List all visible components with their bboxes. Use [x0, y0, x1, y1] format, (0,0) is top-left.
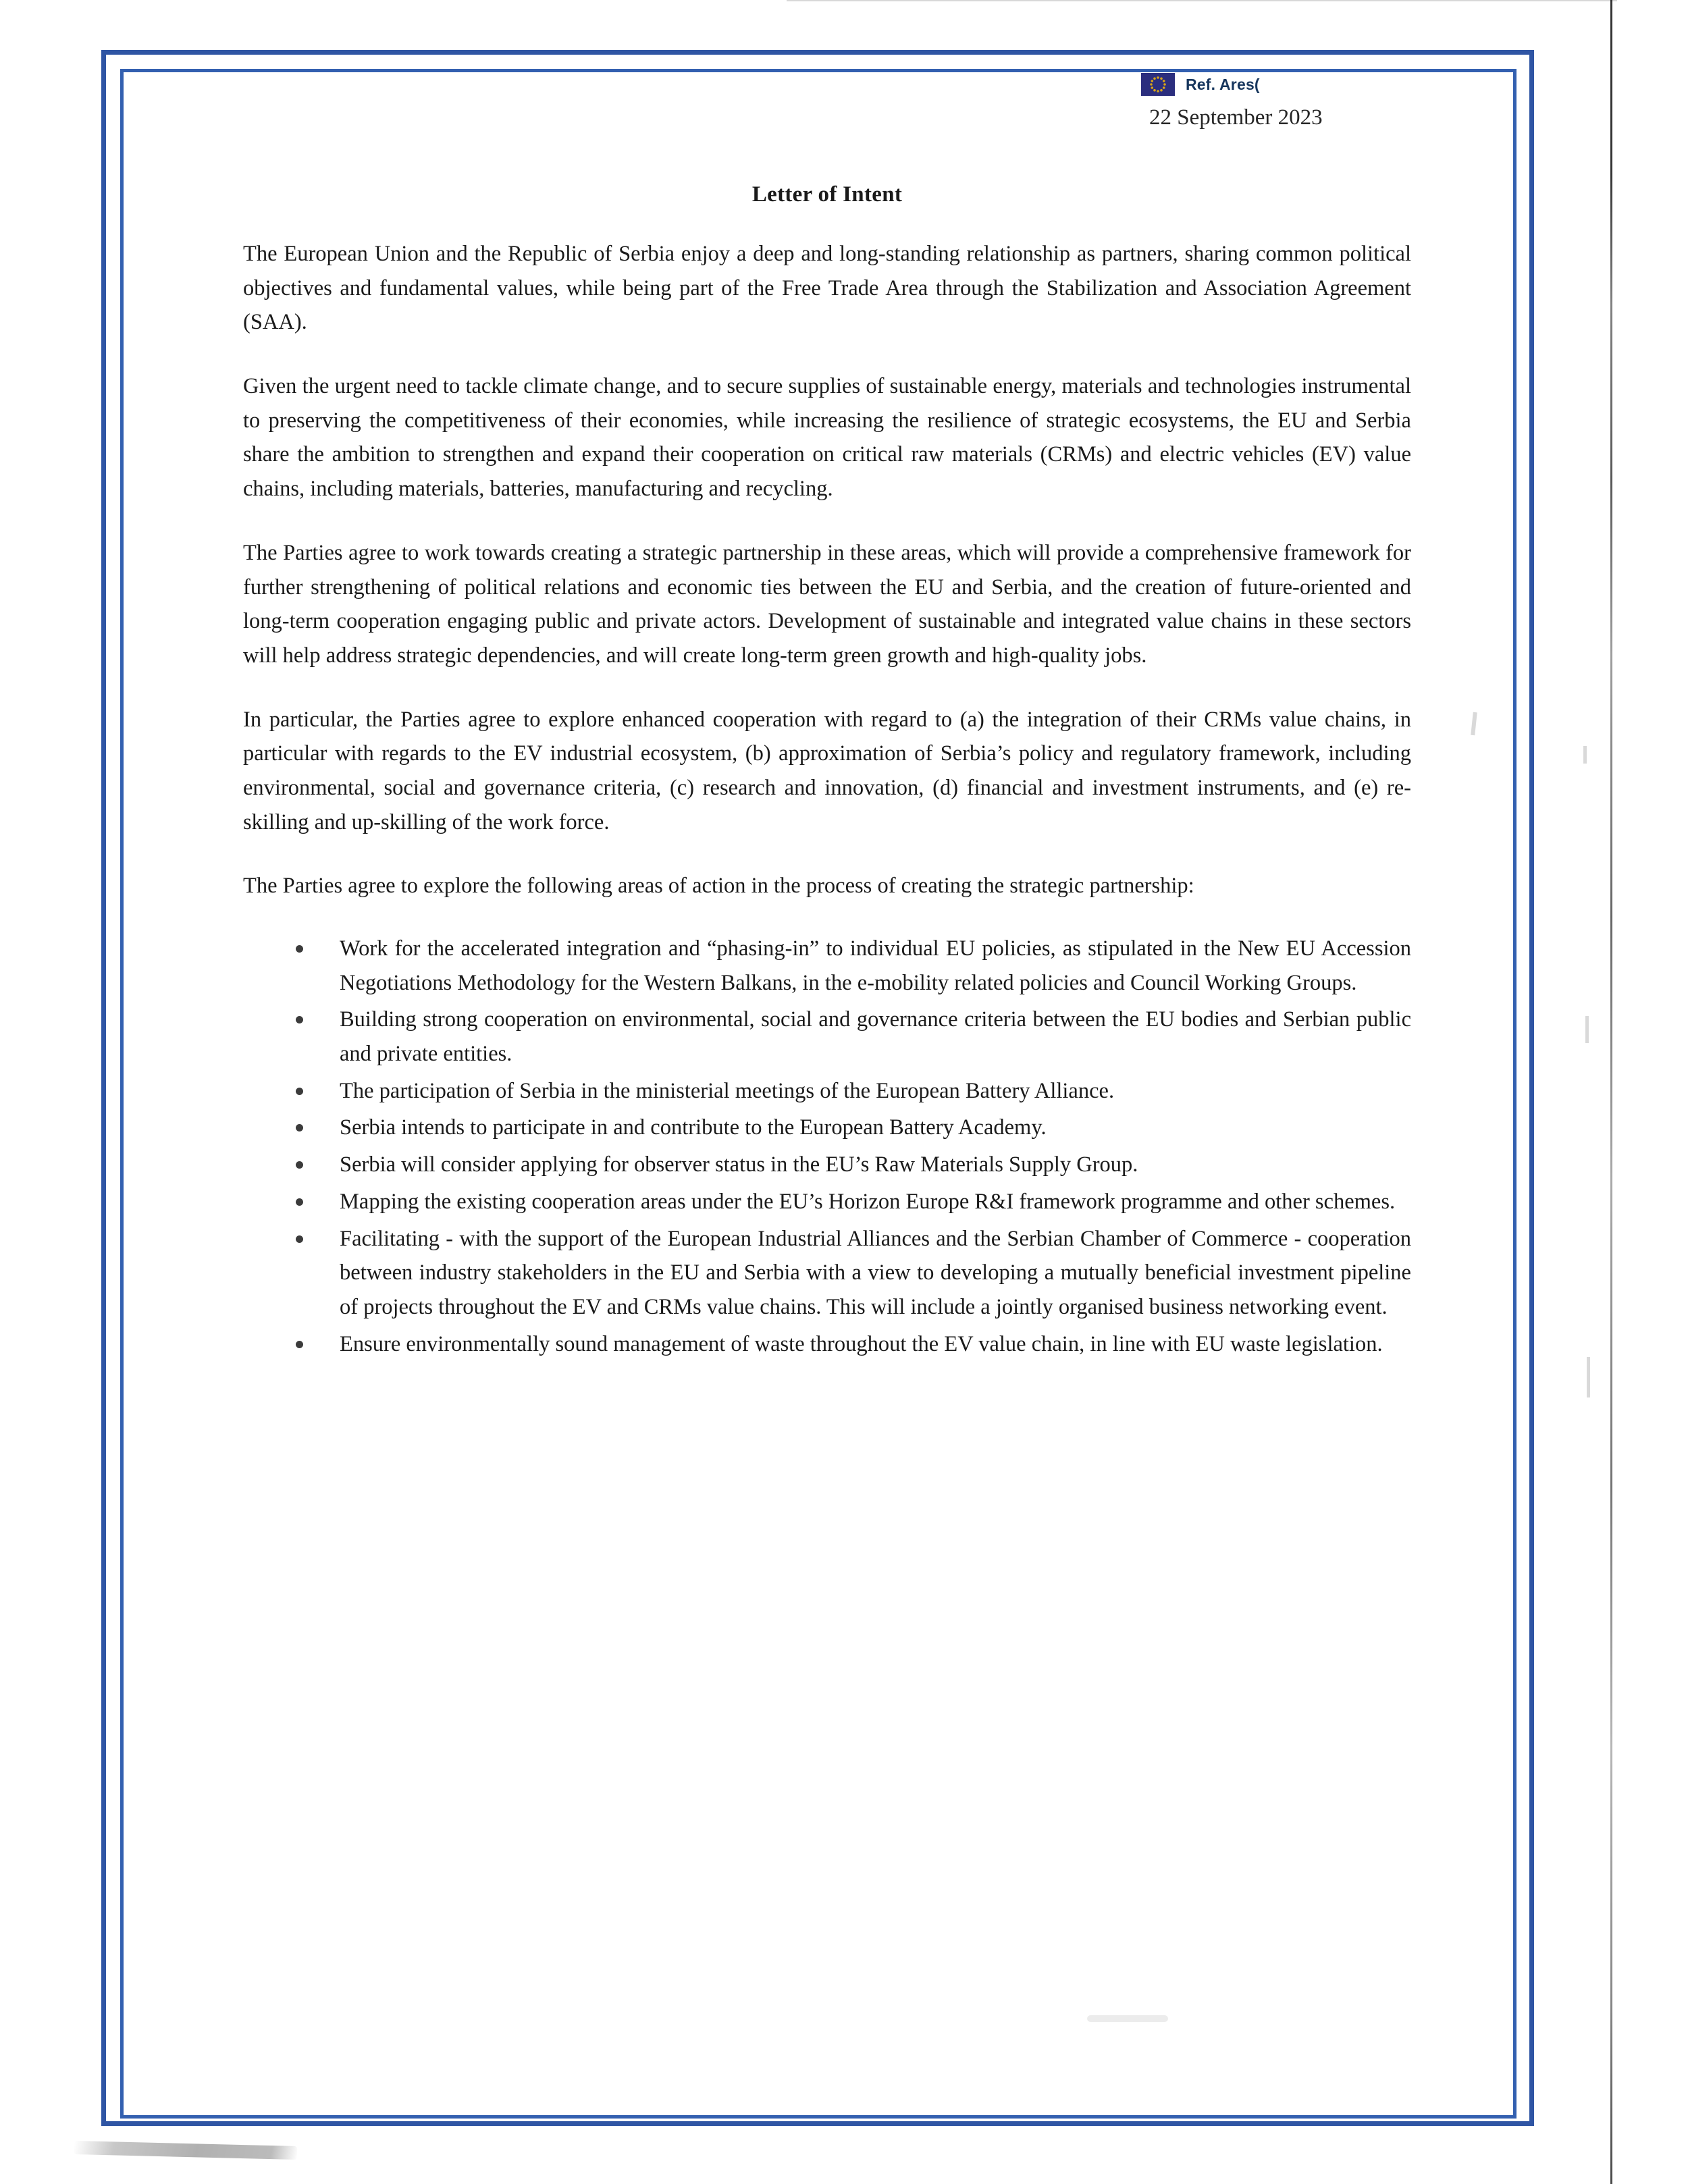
bullet-icon: [296, 1016, 303, 1023]
scan-top-edge-artifact: [787, 0, 1617, 1]
list-item: [243, 932, 1411, 1000]
ares-reference-text: Ref. Ares(: [1186, 75, 1260, 93]
document-header: [1141, 72, 1546, 130]
bullet-icon: [296, 1088, 303, 1095]
eu-flag-icon: [1141, 73, 1175, 96]
scan-smudge-artifact: [74, 2141, 297, 2160]
document-body: [243, 182, 1411, 1364]
list-item: [243, 1185, 1411, 1219]
list-item-text: Serbia intends to participate in and contribute to the European Battery Academy.: [340, 1115, 1047, 1140]
bullet-icon: [296, 1235, 303, 1243]
list-item: [243, 1327, 1411, 1362]
bullet-icon: [296, 1198, 303, 1206]
paragraph-1: The European Union and the Republic of Serbia enjoy a deep and long-standing relationship as partners, sharing common political objectives and fundamental values, while being part of the Free Trade Area through the Stabilization and Association Agreement (SAA).: [243, 242, 1411, 335]
list-item: [243, 1148, 1411, 1182]
list-item-text: The participation of Serbia in the ministerial meetings of the European Battery Alliance.: [340, 1078, 1115, 1103]
document-date: 22 September 2023: [1149, 105, 1323, 130]
paragraph-4: In particular, the Parties agree to explore enhanced cooperation with regard to (a) the integration of their CRMs value chains, in particular with regards to the EV industrial ecosystem, (b) approximation of Serbia’s policy and regulatory framework, including environmental, social and governance criteria, (c) research and innovation, (d) financial and investment instruments, and (e) re-skilling and up-skilling of the work force.: [243, 707, 1411, 834]
scan-speck: [1585, 1016, 1589, 1043]
list-item: [243, 1074, 1411, 1109]
bullet-icon: [296, 945, 303, 953]
list-item: [243, 1222, 1411, 1325]
bullet-icon: [296, 1341, 303, 1348]
scan-speck: [1587, 1357, 1590, 1397]
bullet-icon: [296, 1124, 303, 1131]
list-item: [243, 1111, 1411, 1145]
list-item-text: Work for the accelerated integration and “phasing-in” to individual EU policies, as stipulated in the New EU Accession Negotiations Methodology for the Western Balkans, in the e-mobility related policies and Council Working Groups.: [340, 936, 1411, 995]
list-item-text: Mapping the existing cooperation areas under the EU’s Horizon Europe R&I framework programme and other schemes.: [340, 1189, 1396, 1214]
page-title: Letter of Intent: [751, 182, 903, 207]
list-item-text: Building strong cooperation on environmental, social and governance criteria between the EU bodies and Serbian public and private entities.: [340, 1007, 1411, 1067]
scan-speck: [1583, 746, 1587, 764]
paragraph-3: The Parties agree to work towards creating a strategic partnership in these areas, which will provide a comprehensive framework for further strengthening of political relations and economic ties between the EU and Serbia, and the creation of future-oriented and long-term cooperation engaging public and private actors. Development of sustainable and integrated value chains in these sectors will help address strategic dependencies, and will create long-term green growth and high-quality jobs.: [243, 540, 1411, 668]
scan-right-edge-artifact: [1610, 0, 1612, 2184]
list-item: [243, 1003, 1411, 1071]
list-item-text: Facilitating - with the support of the European Industrial Alliances and the Serbian Chamber of Commerce - cooperation between industry stakeholders in the EU and Serbia with a view to developing a mutually beneficial investment pipeline of projects throughout the EV and CRMs value chains. This will include a jointly organised business networking event.: [340, 1226, 1411, 1319]
paragraph-2: Given the urgent need to tackle climate change, and to secure supplies of sustainable energy, materials and technologies instrumental to preserving the competitiveness of their economies, while increasing the resilience of strategic ecosystems, the EU and Serbia share the ambition to strengthen and expand their cooperation on critical raw materials (CRMs) and electric vehicles (EV) value chains, including materials, batteries, manufacturing and recycling.: [243, 374, 1411, 502]
list-item-text: Ensure environmentally sound management of waste throughout the EV value chain, in line with EU waste legislation.: [340, 1331, 1383, 1356]
registration-reference-row: [1141, 72, 1546, 97]
list-item-text: Serbia will consider applying for observer status in the EU’s Raw Materials Supply Group.: [340, 1152, 1138, 1177]
bullet-icon: [296, 1161, 303, 1169]
paragraph-5: The Parties agree to explore the following areas of action in the process of creating the strategic partnership:: [243, 874, 1194, 899]
areas-of-action-list: [243, 932, 1411, 1361]
